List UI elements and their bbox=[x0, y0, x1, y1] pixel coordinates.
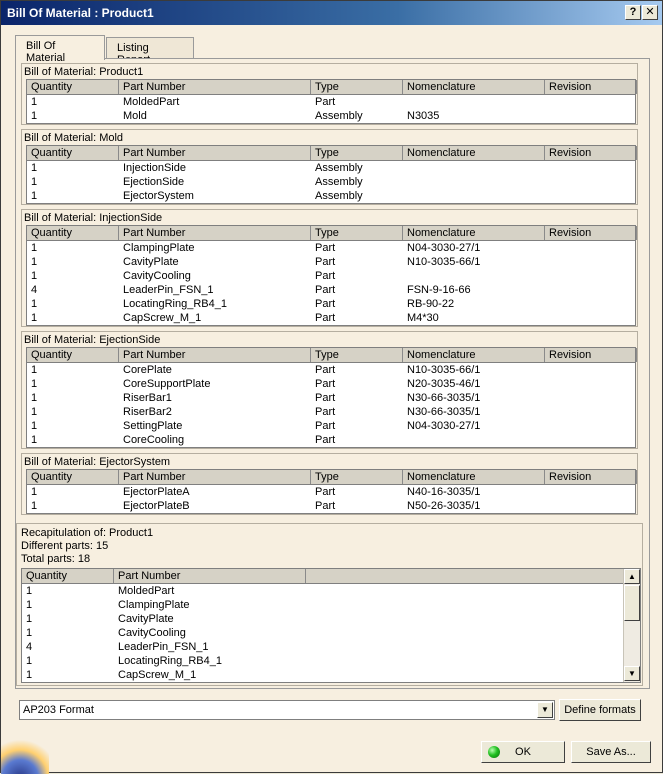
recap-section bbox=[16, 523, 643, 686]
tab-bill-of-material[interactable] bbox=[15, 35, 105, 64]
bom-table-header bbox=[27, 80, 635, 95]
cell-nom: N30-66-3035/1 bbox=[407, 406, 481, 418]
tab-label: Bill Of Material bbox=[26, 40, 66, 64]
column-header-nomenclature[interactable]: Nomenclature bbox=[403, 226, 545, 240]
format-select-value: AP203 Format bbox=[23, 704, 94, 716]
table-row[interactable] bbox=[22, 598, 640, 612]
bom-section-title: Bill of Material: Product1 bbox=[24, 66, 144, 78]
scroll-up-icon[interactable]: ▲ bbox=[624, 569, 640, 584]
cell-type: Part bbox=[315, 500, 336, 512]
cell-type: Part bbox=[315, 486, 336, 498]
bom-table-header bbox=[27, 226, 635, 241]
cell-qty: 1 bbox=[31, 486, 38, 498]
column-header-part-number[interactable]: Part Number bbox=[119, 470, 311, 484]
cell-type: Part bbox=[315, 434, 336, 446]
cell-type: Assembly bbox=[315, 190, 363, 202]
close-button[interactable]: ✕ bbox=[642, 5, 658, 20]
cell-part: CapScrew_M_1 bbox=[123, 312, 202, 324]
column-header-nomenclature[interactable]: Nomenclature bbox=[403, 348, 545, 362]
cell-part: CavityPlate bbox=[118, 613, 174, 625]
table-row[interactable] bbox=[27, 109, 635, 123]
table-row[interactable] bbox=[27, 283, 635, 297]
cell-part: MoldedPart bbox=[123, 96, 180, 108]
column-header-revision[interactable]: Revision bbox=[545, 348, 637, 362]
cell-type: Assembly bbox=[315, 110, 363, 122]
ok-status-icon bbox=[488, 746, 500, 758]
cell-part: LeaderPin_FSN_1 bbox=[118, 641, 209, 653]
cell-type: Part bbox=[315, 378, 336, 390]
cell-qty: 1 bbox=[31, 364, 38, 376]
column-header-type[interactable]: Type bbox=[311, 146, 403, 160]
column-header-revision[interactable]: Revision bbox=[545, 470, 637, 484]
bom-table-header bbox=[27, 470, 635, 485]
cell-part: MoldedPart bbox=[118, 585, 175, 597]
total-parts-count: Total parts: 18 bbox=[21, 553, 91, 565]
cell-qty: 1 bbox=[31, 176, 38, 188]
cell-qty: 1 bbox=[31, 378, 38, 390]
cell-type: Part bbox=[315, 242, 336, 254]
column-header-revision[interactable]: Revision bbox=[545, 146, 637, 160]
recap-col-empty bbox=[306, 569, 624, 583]
cell-part: LocatingRing_RB4_1 bbox=[123, 298, 227, 310]
table-row[interactable] bbox=[27, 297, 635, 311]
cell-qty: 1 bbox=[26, 599, 33, 611]
cell-qty: 1 bbox=[31, 270, 38, 282]
cell-part: RiserBar2 bbox=[123, 406, 172, 418]
cell-qty: 1 bbox=[31, 500, 38, 512]
bom-section-title: Bill of Material: EjectorSystem bbox=[24, 456, 171, 468]
cell-qty: 1 bbox=[31, 312, 38, 324]
column-header-nomenclature[interactable]: Nomenclature bbox=[403, 80, 545, 94]
table-row[interactable] bbox=[27, 377, 635, 391]
column-header-quantity[interactable]: Quantity bbox=[27, 470, 119, 484]
column-header-part-number[interactable]: Part Number bbox=[119, 226, 311, 240]
bom-section-title: Bill of Material: InjectionSide bbox=[24, 212, 163, 224]
cell-qty: 1 bbox=[31, 406, 38, 418]
cell-type: Part bbox=[315, 284, 336, 296]
cell-qty: 1 bbox=[31, 434, 38, 446]
bom-section-title: Bill of Material: EjectionSide bbox=[24, 334, 161, 346]
catia-logo-icon bbox=[1, 736, 49, 774]
cell-qty: 1 bbox=[31, 420, 38, 432]
column-header-quantity[interactable]: Quantity bbox=[27, 348, 119, 362]
cell-part: Mold bbox=[123, 110, 147, 122]
table-row[interactable] bbox=[22, 626, 640, 640]
window-title: Bill Of Material : Product1 bbox=[7, 6, 154, 20]
table-row[interactable] bbox=[27, 161, 635, 175]
recap-col-part-number[interactable]: Part Number bbox=[114, 569, 306, 583]
cell-part: ClampingPlate bbox=[123, 242, 195, 254]
cell-nom: N30-66-3035/1 bbox=[407, 392, 481, 404]
cell-qty: 1 bbox=[26, 627, 33, 639]
cell-nom: N04-3030-27/1 bbox=[407, 420, 481, 432]
save-as-button[interactable]: Save As... bbox=[571, 741, 651, 763]
table-row[interactable] bbox=[27, 189, 635, 203]
cell-nom: N10-3035-66/1 bbox=[407, 364, 481, 376]
table-row[interactable] bbox=[27, 405, 635, 419]
table-row[interactable] bbox=[27, 363, 635, 377]
cell-qty: 4 bbox=[26, 641, 33, 653]
cell-type: Part bbox=[315, 312, 336, 324]
table-row[interactable] bbox=[27, 311, 635, 325]
bom-table[interactable] bbox=[26, 145, 636, 204]
column-header-quantity[interactable]: Quantity bbox=[27, 226, 119, 240]
cell-type: Part bbox=[315, 406, 336, 418]
cell-part: EjectorSystem bbox=[123, 190, 194, 202]
cell-qty: 1 bbox=[31, 392, 38, 404]
column-header-part-number[interactable]: Part Number bbox=[119, 146, 311, 160]
define-formats-button[interactable]: Define formats bbox=[559, 699, 641, 721]
cell-part: CavityCooling bbox=[118, 627, 186, 639]
bom-table[interactable] bbox=[26, 347, 636, 448]
cell-qty: 1 bbox=[31, 242, 38, 254]
table-row[interactable] bbox=[22, 654, 640, 668]
cell-nom: FSN-9-16-66 bbox=[407, 284, 471, 296]
bom-section bbox=[21, 129, 638, 205]
cell-nom: N3035 bbox=[407, 110, 440, 122]
ok-button[interactable] bbox=[481, 741, 565, 763]
cell-part: InjectionSide bbox=[123, 162, 186, 174]
cell-qty: 1 bbox=[31, 110, 38, 122]
cell-nom: M4*30 bbox=[407, 312, 439, 324]
cell-part: LeaderPin_FSN_1 bbox=[123, 284, 214, 296]
cell-nom: N50-26-3035/1 bbox=[407, 500, 481, 512]
cell-part: SettingPlate bbox=[123, 420, 183, 432]
bom-table[interactable] bbox=[26, 225, 636, 326]
table-row[interactable] bbox=[27, 241, 635, 255]
bom-section bbox=[21, 331, 638, 449]
bom-table[interactable] bbox=[26, 469, 636, 514]
table-row[interactable] bbox=[22, 584, 640, 598]
cell-part: RiserBar1 bbox=[123, 392, 172, 404]
bom-table-header bbox=[27, 348, 635, 363]
cell-type: Part bbox=[315, 392, 336, 404]
cell-type: Part bbox=[315, 270, 336, 282]
column-header-type[interactable]: Type bbox=[311, 348, 403, 362]
table-row[interactable] bbox=[22, 668, 640, 682]
cell-qty: 1 bbox=[31, 256, 38, 268]
cell-qty: 1 bbox=[31, 298, 38, 310]
column-header-type[interactable]: Type bbox=[311, 80, 403, 94]
cell-type: Assembly bbox=[315, 176, 363, 188]
recap-table[interactable] bbox=[21, 568, 641, 683]
bom-section bbox=[21, 63, 638, 125]
cell-qty: 4 bbox=[31, 284, 38, 296]
recap-col-quantity[interactable]: Quantity bbox=[22, 569, 114, 583]
table-row[interactable] bbox=[27, 485, 635, 499]
column-header-nomenclature[interactable]: Nomenclature bbox=[403, 470, 545, 484]
scroll-thumb[interactable] bbox=[624, 585, 640, 621]
tab-listing-report[interactable] bbox=[106, 37, 194, 59]
cell-part: CoreSupportPlate bbox=[123, 378, 211, 390]
cell-nom: N10-3035-66/1 bbox=[407, 256, 481, 268]
table-row[interactable] bbox=[22, 612, 640, 626]
cell-part: ClampingPlate bbox=[118, 599, 190, 611]
cell-part: CoreCooling bbox=[123, 434, 185, 446]
cell-qty: 1 bbox=[31, 162, 38, 174]
cell-qty: 1 bbox=[26, 669, 33, 681]
help-button[interactable]: ? bbox=[625, 5, 641, 20]
recap-header bbox=[22, 569, 624, 584]
cell-part: CapScrew_M_1 bbox=[118, 669, 197, 681]
recap-scrollbar[interactable] bbox=[623, 569, 640, 682]
bom-section bbox=[21, 209, 638, 327]
column-header-revision[interactable]: Revision bbox=[545, 80, 637, 94]
column-header-revision[interactable]: Revision bbox=[545, 226, 637, 240]
column-header-part-number[interactable]: Part Number bbox=[119, 80, 311, 94]
cell-qty: 1 bbox=[26, 613, 33, 625]
table-row[interactable] bbox=[27, 499, 635, 513]
title-bar bbox=[1, 1, 662, 25]
cell-nom: N04-3030-27/1 bbox=[407, 242, 481, 254]
cell-part: EjectionSide bbox=[123, 176, 185, 188]
cell-qty: 1 bbox=[26, 655, 33, 667]
table-row[interactable] bbox=[27, 391, 635, 405]
table-row[interactable] bbox=[27, 255, 635, 269]
column-header-part-number[interactable]: Part Number bbox=[119, 348, 311, 362]
different-parts-count: Different parts: 15 bbox=[21, 540, 109, 552]
cell-type: Part bbox=[315, 96, 336, 108]
cell-part: EjectorPlateB bbox=[123, 500, 190, 512]
cell-qty: 1 bbox=[31, 96, 38, 108]
column-header-type[interactable]: Type bbox=[311, 470, 403, 484]
cell-part: CavityCooling bbox=[123, 270, 191, 282]
cell-type: Part bbox=[315, 420, 336, 432]
table-row[interactable] bbox=[27, 175, 635, 189]
cell-nom: N20-3035-46/1 bbox=[407, 378, 481, 390]
cell-qty: 1 bbox=[26, 585, 33, 597]
recap-rows bbox=[22, 584, 640, 682]
bom-table-header bbox=[27, 146, 635, 161]
recap-title: Recapitulation of: Product1 bbox=[21, 527, 154, 539]
column-header-quantity[interactable]: Quantity bbox=[27, 80, 119, 94]
cell-type: Assembly bbox=[315, 162, 363, 174]
bom-table[interactable] bbox=[26, 79, 636, 124]
cell-qty: 1 bbox=[31, 190, 38, 202]
ok-button-label: OK bbox=[515, 746, 531, 758]
cell-nom: RB-90-22 bbox=[407, 298, 455, 310]
table-row[interactable] bbox=[27, 433, 635, 447]
cell-part: CavityPlate bbox=[123, 256, 179, 268]
cell-nom: N40-16-3035/1 bbox=[407, 486, 481, 498]
scroll-down-icon[interactable]: ▼ bbox=[624, 666, 640, 681]
format-select[interactable] bbox=[19, 700, 555, 720]
cell-type: Part bbox=[315, 256, 336, 268]
column-header-nomenclature[interactable]: Nomenclature bbox=[403, 146, 545, 160]
table-row[interactable] bbox=[27, 269, 635, 283]
table-row[interactable] bbox=[27, 95, 635, 109]
cell-part: EjectorPlateA bbox=[123, 486, 190, 498]
table-row[interactable] bbox=[22, 640, 640, 654]
cell-type: Part bbox=[315, 298, 336, 310]
cell-part: LocatingRing_RB4_1 bbox=[118, 655, 222, 667]
cell-part: CorePlate bbox=[123, 364, 172, 376]
cell-type: Part bbox=[315, 364, 336, 376]
bom-section bbox=[21, 453, 638, 515]
column-header-type[interactable]: Type bbox=[311, 226, 403, 240]
chevron-down-icon[interactable]: ▼ bbox=[537, 702, 553, 718]
table-row[interactable] bbox=[27, 419, 635, 433]
bom-section-title: Bill of Material: Mold bbox=[24, 132, 124, 144]
tab-label: Listing bbox=[117, 42, 149, 54]
column-header-quantity[interactable]: Quantity bbox=[27, 146, 119, 160]
